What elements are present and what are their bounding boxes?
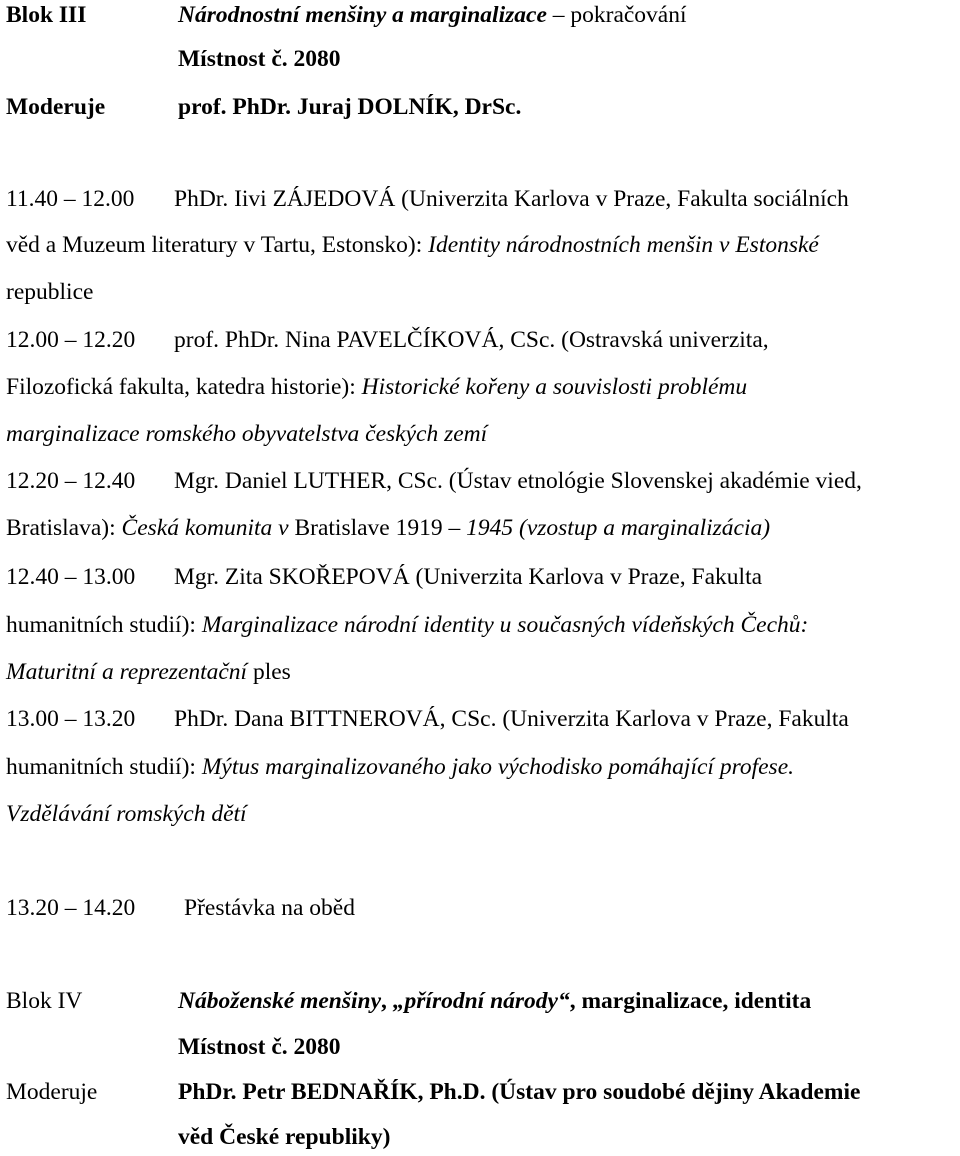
block3-moderator: prof. PhDr. Juraj DOLNÍK, DrSc. xyxy=(178,94,522,120)
talk-row xyxy=(6,562,762,592)
talk-row xyxy=(6,419,487,449)
block-title-sep: , xyxy=(381,988,393,1014)
talk-affiliation: Filozofická fakulta, katedra historie): xyxy=(6,374,362,400)
talk-title: Vzdělávání romských dětí xyxy=(6,801,247,827)
block-title: Národnostní menšiny a marginalizace xyxy=(178,2,547,28)
break-label: Přestávka na oběd xyxy=(184,895,355,921)
talk-title: Marginalizace národní identity u současných vídeňských Čechů: xyxy=(201,612,809,638)
talk-affiliation: humanitních studií): xyxy=(6,754,202,780)
talk-title: Maturitní a reprezentační xyxy=(6,659,248,685)
moderator-label: Moderuje xyxy=(6,1079,98,1105)
talk-title: Česká komunita v xyxy=(121,515,295,541)
talk-title-plain: ples xyxy=(247,659,291,685)
talk-title: Historické kořeny a souvislosti problému xyxy=(361,374,748,400)
block3-room: Místnost č. 2080 xyxy=(178,46,341,72)
break-row xyxy=(6,893,355,923)
talk-row xyxy=(6,513,770,543)
talk-affiliation: Bratislava): xyxy=(6,515,122,541)
talk-row xyxy=(6,277,93,307)
talk-time: 12.20 – 12.40 xyxy=(6,468,136,494)
block3-header xyxy=(6,0,178,30)
block4-moderator: PhDr. Petr BEDNAŘÍK, Ph.D. (Ústav pro soudobé dějiny Akademie xyxy=(178,1079,861,1105)
talk-speaker: PhDr. Dana BITTNEROVÁ, CSc. (Univerzita Karlova v Praze, Fakulta xyxy=(174,706,849,732)
talk-speaker: prof. PhDr. Nina PAVELČÍKOVÁ, CSc. (Ostravská univerzita, xyxy=(174,327,769,353)
talk-row xyxy=(6,610,808,640)
talk-title: 1945 (vzostup a marginalizácia) xyxy=(466,515,771,541)
block4-room: Místnost č. 2080 xyxy=(178,1034,341,1060)
moderator-label: Moderuje xyxy=(6,94,106,120)
break-time: 13.20 – 14.20 xyxy=(6,895,136,921)
talk-row xyxy=(6,230,819,260)
talk-time: 12.40 – 13.00 xyxy=(6,564,136,590)
talk-time: 12.00 – 12.20 xyxy=(6,327,136,353)
block3-moderator-row xyxy=(6,92,178,122)
talk-affiliation: republice xyxy=(6,279,94,305)
talk-title: Identity národnostních menšin v Estonské xyxy=(428,232,819,258)
block4-title xyxy=(178,986,811,1016)
block-label: Blok IV xyxy=(6,988,83,1014)
talk-speaker: Mgr. Zita SKOŘEPOVÁ (Univerzita Karlova v Praze, Fakulta xyxy=(174,564,763,590)
talk-time: 13.00 – 13.20 xyxy=(6,706,136,732)
talk-row xyxy=(6,799,247,829)
block4-header xyxy=(6,986,178,1016)
block-label: Blok III xyxy=(6,2,87,28)
talk-title-plain: Bratislave 1919 – xyxy=(294,515,467,541)
block-title-quoted: „přírodní národy“ xyxy=(392,988,570,1014)
talk-affiliation: humanitních studií): xyxy=(6,612,202,638)
block-title-rest: , marginalizace, identita xyxy=(569,988,812,1014)
talk-title: Mýtus marginalizovaného jako východisko pomáhající profese. xyxy=(201,754,794,780)
talk-affiliation: věd a Muzeum literatury v Tartu, Estonsko): xyxy=(6,232,429,258)
talk-row xyxy=(6,704,849,734)
talk-speaker: Mgr. Daniel LUTHER, CSc. (Ústav etnológie Slovenskej akadémie vied, xyxy=(174,468,862,494)
talk-title: marginalizace romského obyvatelstva českých zemí xyxy=(6,421,488,447)
talk-row xyxy=(6,184,849,214)
talk-row xyxy=(6,657,291,687)
talk-speaker: PhDr. Iivi ZÁJEDOVÁ (Univerzita Karlova v Praze, Fakulta sociálních xyxy=(174,186,849,212)
talk-row xyxy=(6,752,794,782)
talk-row xyxy=(6,372,747,402)
block-title: Náboženské menšiny xyxy=(178,988,382,1014)
block4-moderator-row xyxy=(6,1077,178,1107)
block-title-suffix: – pokračování xyxy=(552,2,687,28)
talk-row xyxy=(6,325,769,355)
block3-title xyxy=(178,0,687,30)
block4-moderator-cont: věd České republiky) xyxy=(178,1124,391,1150)
talk-row xyxy=(6,466,862,496)
talk-time: 11.40 – 12.00 xyxy=(6,186,135,212)
